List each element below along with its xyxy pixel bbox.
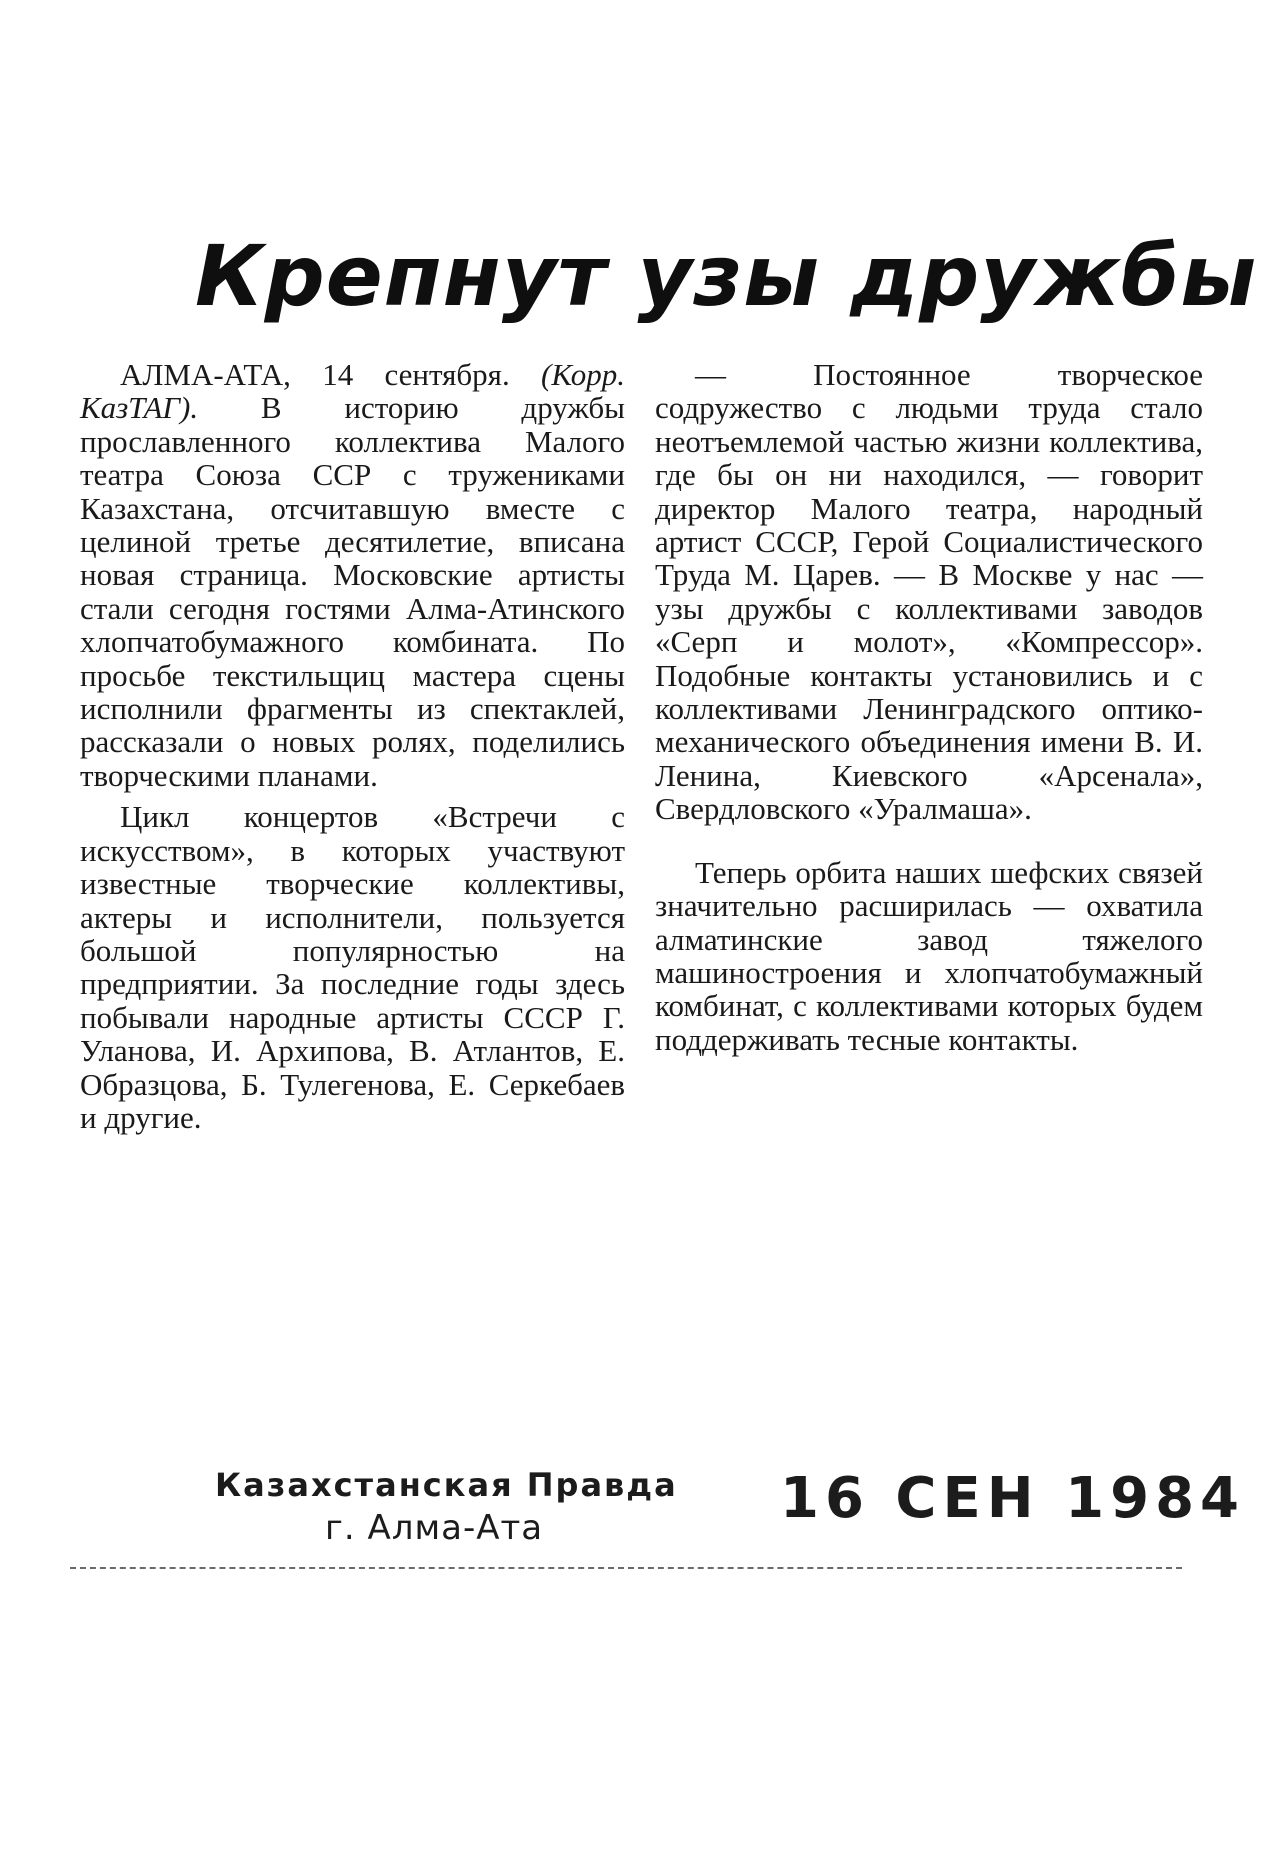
article-paragraph: Теперь орбита наших шефских связей значительно расширилась — охватила алматинские завод тяжелого машиностроения и хлопчатобумажный комбинат, с коллективами которых будем поддерживать тесные контакты. (655, 854, 1203, 1057)
article-agency: (Корр. КазТАГ). (80, 357, 626, 426)
article-dateline: АЛМА-АТА, 14 сентября. (120, 357, 510, 392)
article-paragraph-text: В историю дружбы прославленного коллектива Малого театра Союза ССР с тружениками Казахстана, отсчитавшую вместе с целиной третье десятилетие, вписана новая страница. Московские артисты стали сегодня гостями Алма-Атинского хлопчатобумажного комбината. По просьбе текстильщиц мастера сцены исполнили фрагменты из спектаклей, рассказали о новых ролях, поделились творческими планами. (80, 390, 625, 793)
archive-stamp (215, 1466, 1245, 1548)
article-paragraph (80, 358, 625, 792)
article-paragraph: — Постоянное творческое содружество с людьми труда стало неотъемлемой частью жизни коллектива, где бы он ни находился, — говорит директор Малого театра, народный артист СССР, Герой Социалистического Труда М. Царев. — В Москве у нас — узы дружбы с коллективами заводов «Серп и молот», «Компрессор». Подобные контакты установились и с коллективами Ленинградского оптико-механического объединения имени В. И. Ленина, Киевского «Арсенала», Свердловского «Уралмаша». (655, 357, 1203, 827)
article-paragraph: Цикл концертов «Встречи с искусством», в которых участвуют известные творческие коллективы, актеры и исполнители, пользуется большой популярностью на предприятии. За последние годы здесь побывали народные артисты СССР Г. Уланова, И. Архипова, В. Атлантов, Е. Образцова, Б. Тулегенова, Е. Серкебаев и другие. (80, 799, 625, 1135)
article-column-right (655, 358, 1203, 1056)
stamp-city: г. Алма-Ата (325, 1508, 544, 1548)
clipping-divider (70, 1567, 1182, 1569)
stamp-date: 16 СЕН 1984 (780, 1466, 1245, 1531)
article-column-left (80, 358, 625, 1134)
article-headline: Крепнут узы дружбы (195, 227, 1258, 325)
stamp-newspaper-name: Казахстанская Правда (215, 1466, 678, 1504)
